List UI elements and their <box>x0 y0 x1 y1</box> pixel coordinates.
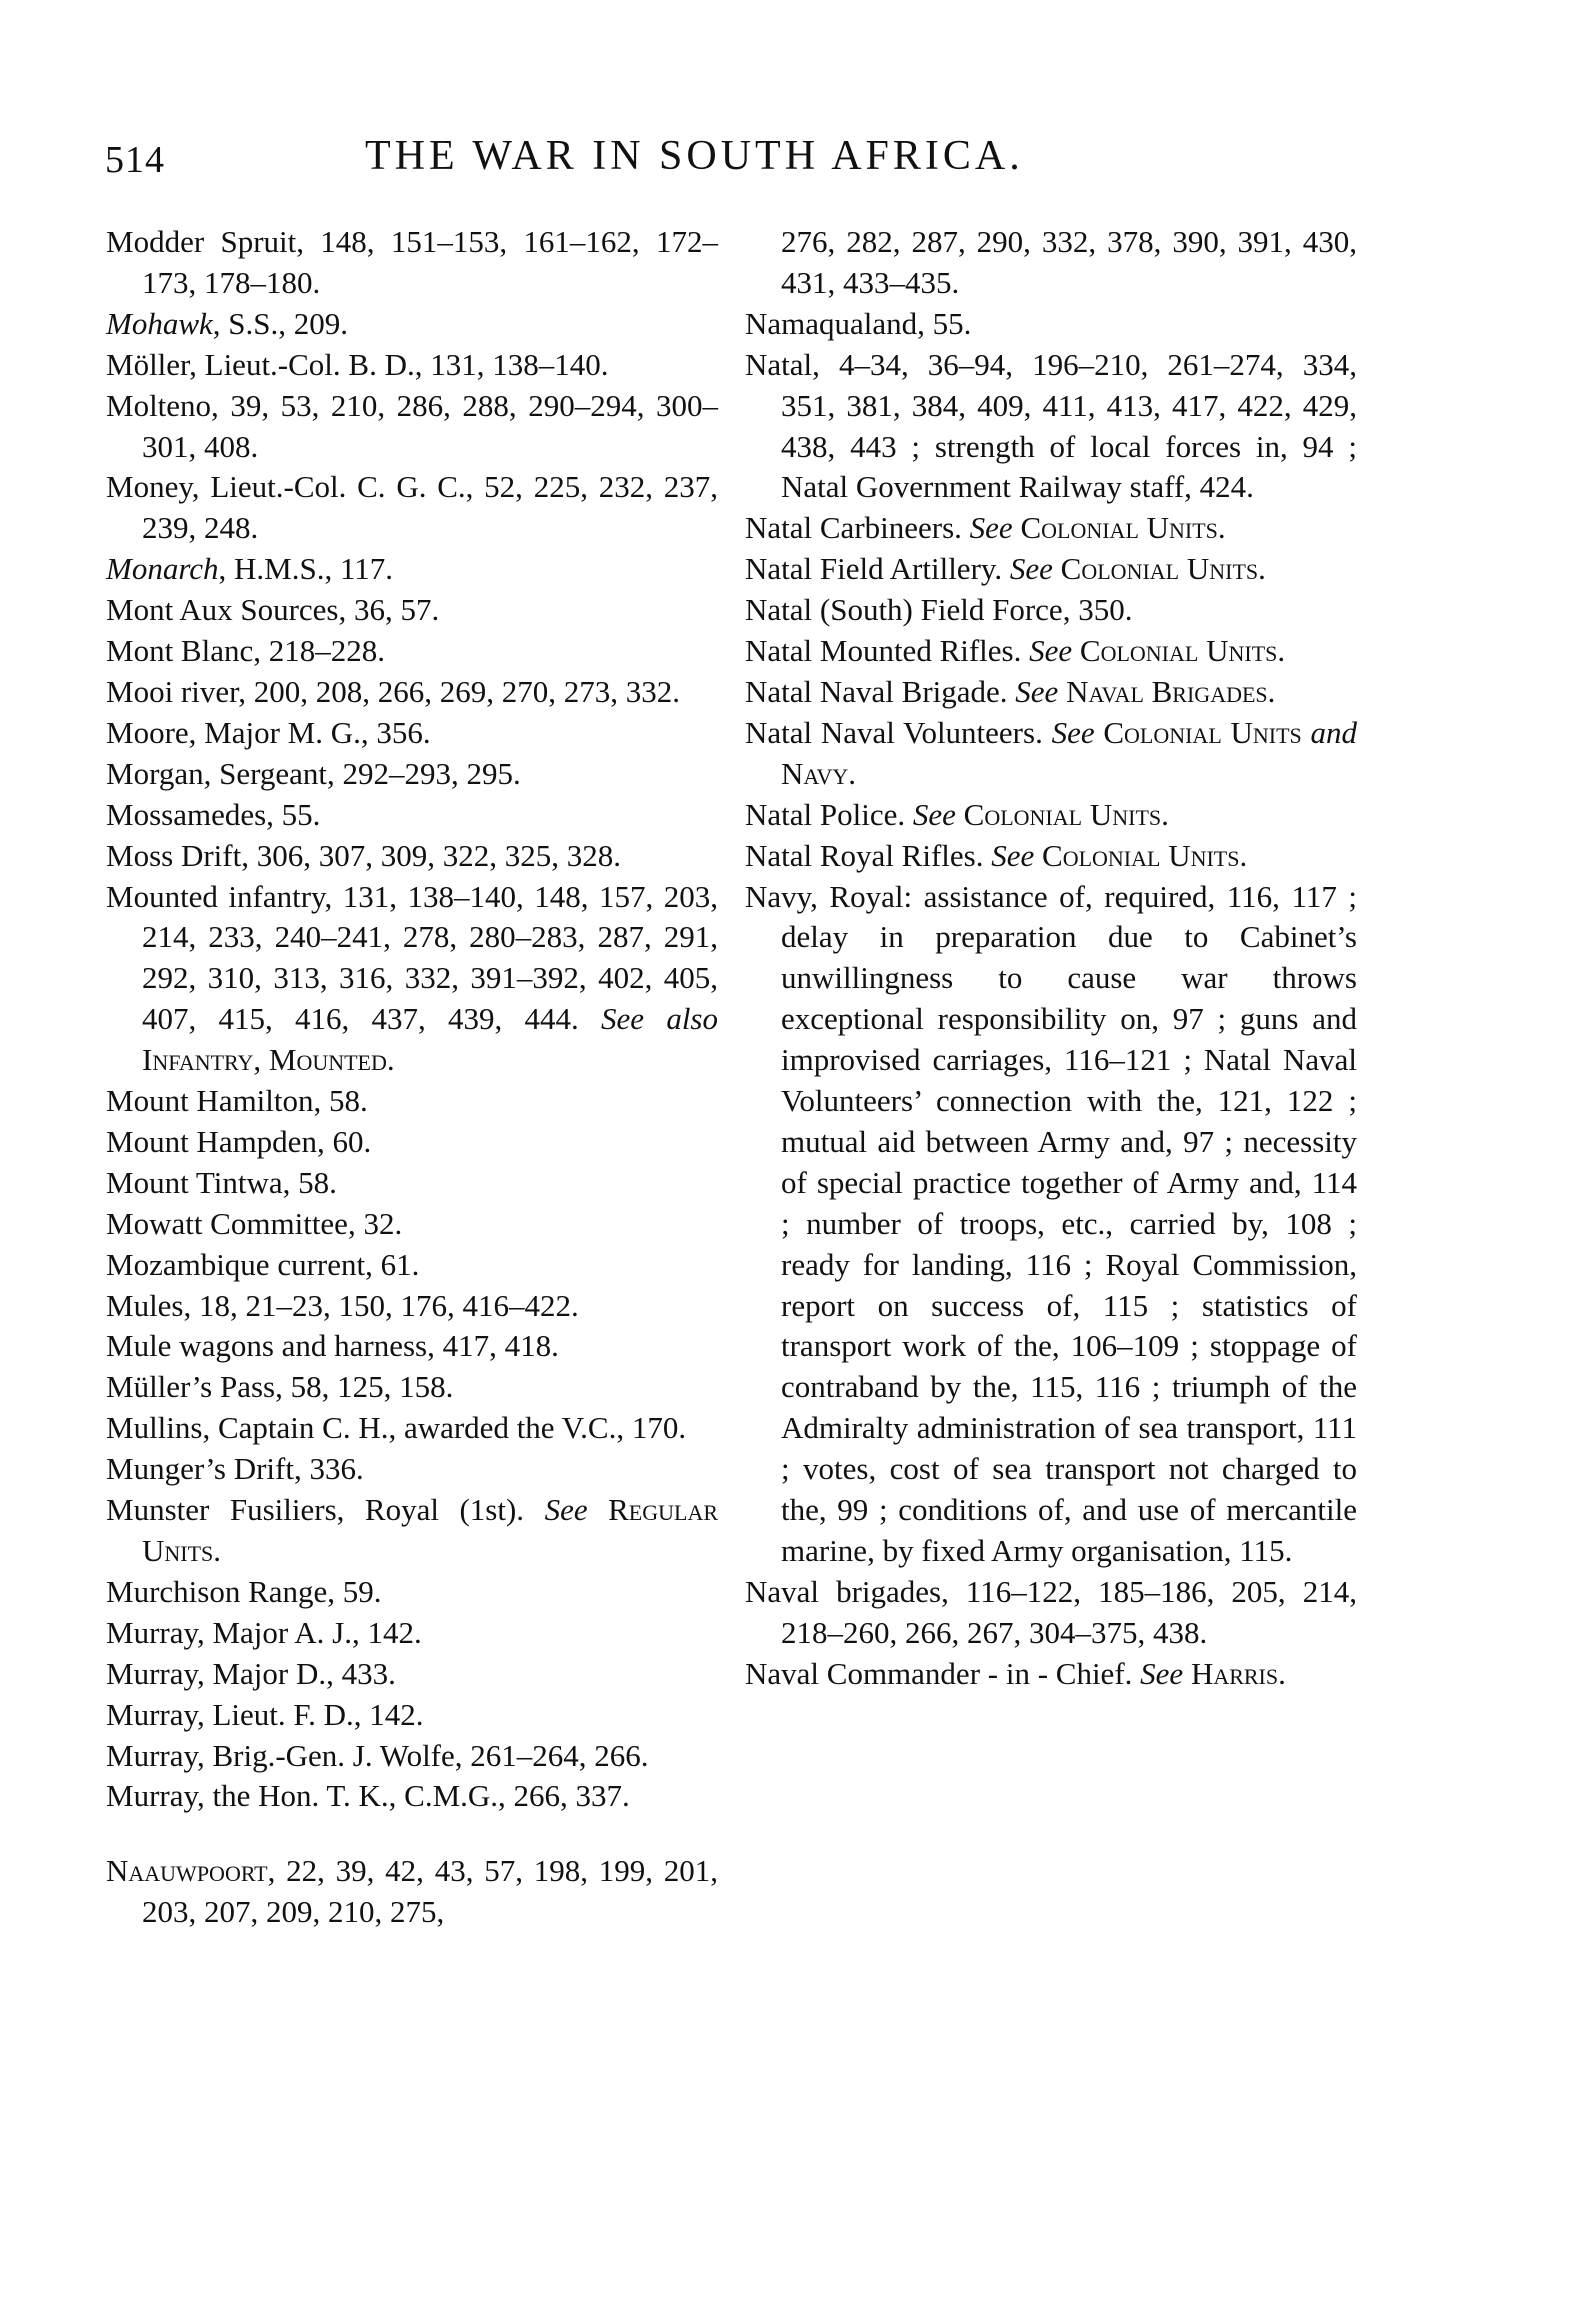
italic-text: See <box>991 837 1035 873</box>
entry-text: 276, 282, 287, 290, 332, 378, 390, 391, 430, 431, 433–435. <box>781 224 1357 300</box>
index-entry <box>106 1851 718 1933</box>
index-entry <box>106 1122 718 1163</box>
entry-text: , 22, 39, 42, 43, 57, 198, 199, 201, 203, 207, 209, 210, 275, <box>142 1853 718 1930</box>
entry-text: Morgan, Sergeant, 292–293, 295. <box>106 755 521 791</box>
index-entry <box>745 345 1357 509</box>
entry-text: Mules, 18, 21–23, 150, 176, 416–422. <box>106 1287 579 1323</box>
index-entry <box>106 1695 718 1736</box>
entry-text: Mullins, Captain C. H., awarded the V.C., 170. <box>106 1410 687 1446</box>
entry-text: Mont Blanc, 218–228. <box>106 633 385 669</box>
italic-text: See <box>912 796 956 832</box>
index-entry <box>745 713 1357 795</box>
italic-text: See <box>544 1492 588 1528</box>
entry-text: Mounted infantry, 131, 138–140, 148, 157, 203, 214, 233, 240–241, 278, 280–283, 287, 291, 292, 310, 313, 316, 332, 391–392, 402, 405, 407, 415, 416, 437, 439, 444. <box>106 878 718 1037</box>
entry-text: Namaqualand, 55. <box>745 305 972 341</box>
section-gap <box>106 1817 718 1851</box>
index-entry <box>745 672 1357 713</box>
entry-text: , S.S., 209. <box>212 305 348 341</box>
italic-text: See <box>1009 551 1053 587</box>
index-entry <box>745 508 1357 549</box>
entry-text: Modder Spruit, 148, 151–153, 161–162, 172–173, 178–180. <box>106 224 718 300</box>
running-head: THE WAR IN SOUTH AFRICA. <box>365 133 1024 179</box>
entry-text: Molteno, 39, 53, 210, 286, 288, 290–294, 300–301, 408. <box>106 387 718 464</box>
index-entry <box>106 1572 718 1613</box>
cross-reference: Colonial Units. <box>1052 551 1266 587</box>
entry-text: Moore, Major M. G., 356. <box>106 714 431 750</box>
cross-reference: Colonial Units. <box>955 796 1169 832</box>
entry-text: Mount Hamilton, 58. <box>106 1083 368 1119</box>
italic-text: See <box>1051 714 1095 750</box>
italic-text: See <box>1140 1655 1184 1691</box>
index-entry <box>745 304 1357 345</box>
entry-text: Naval brigades, 116–122, 185–186, 205, 214, 218–260, 266, 267, 304–375, 438. <box>745 1573 1357 1650</box>
cross-reference: Colonial Units. <box>1034 837 1248 873</box>
entry-text: Munster Fusiliers, Royal (1st). <box>106 1492 545 1528</box>
entry-text: Natal Naval Brigade. <box>745 673 1016 709</box>
italic-text: Monarch <box>106 551 219 587</box>
index-entry <box>106 345 718 386</box>
entry-text: Natal Mounted Rifles. <box>745 633 1030 669</box>
index-entry <box>106 877 718 1082</box>
entry-text: Mule wagons and harness, 417, 418. <box>106 1328 559 1364</box>
cross-reference: Naauwpoort <box>106 1853 268 1889</box>
entry-text: Murray, Major A. J., 142. <box>106 1614 422 1650</box>
index-entry <box>106 713 718 754</box>
index-entry <box>745 1654 1357 1695</box>
cross-reference: Harris. <box>1183 1655 1286 1691</box>
index-entry <box>106 1490 718 1572</box>
entry-text: Murray, Lieut. F. D., 142. <box>106 1696 424 1732</box>
italic-text: See <box>1029 633 1073 669</box>
entry-text: Natal Police. <box>745 796 913 832</box>
italic-text: and <box>1301 714 1357 750</box>
entry-text: Naval Commander - in - Chief. <box>745 1655 1141 1691</box>
index-entry <box>106 1613 718 1654</box>
entry-text: Murray, Brig.-Gen. J. Wolfe, 261–264, 266. <box>106 1737 649 1773</box>
entry-text: Mont Aux Sources, 36, 57. <box>106 592 440 628</box>
italic-text: See <box>969 510 1013 546</box>
entry-text: Murchison Range, 59. <box>106 1573 382 1609</box>
entry-text: Mooi river, 200, 208, 266, 269, 270, 273, 332. <box>106 673 680 709</box>
entry-text: Moss Drift, 306, 307, 309, 322, 325, 328. <box>106 837 621 873</box>
italic-text: See <box>1015 673 1059 709</box>
index-entry <box>106 1163 718 1204</box>
entry-text: Murray, Major D., 433. <box>106 1655 396 1691</box>
italic-text: Mohawk <box>106 305 213 341</box>
page-number: 514 <box>105 139 165 181</box>
entry-text: Möller, Lieut.-Col. B. D., 131, 138–140. <box>106 346 609 382</box>
index-entry <box>106 304 718 345</box>
italic-text: See also <box>601 1001 718 1037</box>
index-entry <box>745 836 1357 877</box>
entry-text: Natal, 4–34, 36–94, 196–210, 261–274, 334, 351, 381, 384, 409, 411, 413, 417, 422, 429, 438, 443 ; strength of local forces in, 94 ; Natal Government Railway staff, 424. <box>745 346 1357 505</box>
index-entry <box>106 1776 718 1817</box>
index-entry <box>106 549 718 590</box>
index-entry <box>106 631 718 672</box>
entry-text: Natal Naval Volunteers. <box>745 714 1052 750</box>
index-entry <box>106 1286 718 1327</box>
index-entry <box>745 795 1357 836</box>
index-entry <box>106 1326 718 1367</box>
index-entry <box>745 549 1357 590</box>
index-entry-continuation <box>745 222 1357 304</box>
entry-text: Mossamedes, 55. <box>106 796 321 832</box>
entry-text: Natal (South) Field Force, 350. <box>745 592 1133 628</box>
index-entry <box>106 1245 718 1286</box>
index-entry <box>106 1408 718 1449</box>
index-entry <box>106 1367 718 1408</box>
entry-text: Munger’s Drift, 336. <box>106 1451 364 1487</box>
index-entry <box>106 672 718 713</box>
index-entry <box>106 754 718 795</box>
cross-reference: Colonial Units <box>1094 714 1302 750</box>
cross-reference: Naval Brigades. <box>1058 673 1276 709</box>
cross-reference: Navy. <box>781 755 856 791</box>
index-column-right <box>745 222 1357 1695</box>
cross-reference: Regular Units. <box>142 1492 718 1568</box>
index-entry <box>106 836 718 877</box>
cross-reference: Colonial Units. <box>1012 510 1226 546</box>
index-entry <box>106 590 718 631</box>
index-entry <box>106 1204 718 1245</box>
index-entry <box>106 467 718 549</box>
index-entry <box>106 1449 718 1490</box>
index-entry <box>745 631 1357 672</box>
index-entry <box>106 1081 718 1122</box>
cross-reference: Colonial Units. <box>1072 633 1286 669</box>
index-column-left <box>106 222 718 1933</box>
index-entry <box>745 590 1357 631</box>
cross-reference: Infantry, Mounted. <box>142 1042 395 1078</box>
entry-text: , H.M.S., 117. <box>218 551 394 587</box>
index-entry <box>745 877 1357 1572</box>
entry-text: Mowatt Committee, 32. <box>106 1205 403 1241</box>
index-entry <box>106 222 718 304</box>
entry-text: Mount Tintwa, 58. <box>106 1164 337 1200</box>
entry-text: Müller’s Pass, 58, 125, 158. <box>106 1369 454 1405</box>
entry-text: Mozambique current, 61. <box>106 1246 420 1282</box>
entry-text: Natal Carbineers. <box>745 510 970 546</box>
index-entry <box>106 795 718 836</box>
entry-text: Navy, Royal: assistance of, required, 116, 117 ; delay in preparation due to Cabinet’s unwillingness to cause war throws exceptional responsibility on, 97 ; guns and improvised carriages, 116–121 ; Natal Naval Volunteers’ connection with the, 121, 122 ; mutual aid between Army and, 97 ; necessity of special practice together of Army and, 114 ; number of troops, etc., carried by, 108 ; ready for landing, 116 ; Royal Commission, report on success of, 115 ; statistics of transport work of the, 106–109 ; stoppage of contraband by the, 115, 116 ; triumph of the Admiralty administration of sea transport, 111 ; votes, cost of sea transport not charged to the, 99 ; conditions of, and use of mercantile marine, by fixed Army organisation, 115. <box>745 878 1357 1568</box>
entry-text: Natal Royal Rifles. <box>745 837 992 873</box>
entry-text: Money, Lieut.-Col. C. G. C., 52, 225, 232, 237, 239, 248. <box>106 469 718 546</box>
index-entry <box>106 1736 718 1777</box>
index-entry <box>106 1654 718 1695</box>
index-entry <box>745 1572 1357 1654</box>
entry-text: Murray, the Hon. T. K., C.M.G., 266, 337. <box>106 1778 630 1814</box>
entry-text: Natal Field Artillery. <box>745 551 1010 587</box>
index-entry <box>106 386 718 468</box>
entry-text: Mount Hampden, 60. <box>106 1123 372 1159</box>
